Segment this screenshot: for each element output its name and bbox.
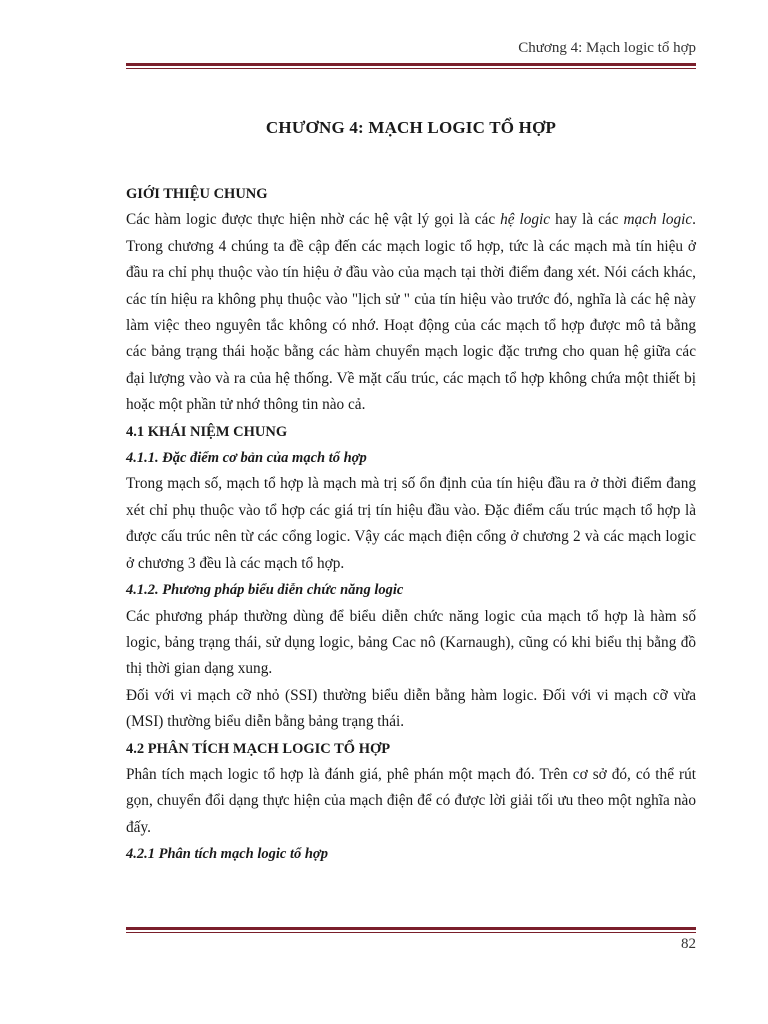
- page-body: [126, 181, 696, 868]
- section-4-2-1-heading: 4.2.1 Phân tích mạch logic tổ hợp: [126, 846, 328, 863]
- chapter-title: CHƯƠNG 4: MẠCH LOGIC TỔ HỢP: [265, 118, 557, 137]
- intro-paragraph: Các hàm logic được thực hiện nhờ các hệ vật lý gọi là các hệ logic hay là các mạch logic. Trong chương 4 chúng ta đề cập đến các mạch logic tổ hợp, tức là các mạch mà tín hiệu ở đầu ra chỉ phụ thuộc vào tín hiệu ở đầu vào của mạch tại thời điểm đang xét. Nói cách khác, các tín hiệu ra không phụ thuộc vào "lịch sử " của tín hiệu vào trước đó, nghĩa là các hệ này làm việc theo nguyên tắc không có nhớ. Hoạt động của các mạch tổ hợp được mô tả bằng các bảng trạng thái hoặc bằng các hàm chuyển mạch logic đặc trưng cho quan hệ giữa các đại lượng vào và ra của hệ thống. Về mặt cấu trúc, các mạch tổ hợp không chứa một thiết bị hoặc một phần tử nhớ thông tin nào cả.: [126, 211, 696, 414]
- header-rule: [126, 63, 696, 69]
- section-4-1-1-text: Trong mạch số, mạch tổ hợp là mạch mà trị số ổn định của tín hiệu đầu ra ở thời điểm đang xét chỉ phụ thuộc vào tổ hợp các giá trị tín hiệu đầu vào. Đặc điểm cấu trúc mạch tổ hợp là được cấu trúc nên từ các cổng logic. Vậy các mạch điện cổng ở chương 2 và các mạch logic ở chương 3 đều là các mạch tổ hợp.: [126, 475, 696, 572]
- intro-heading: GIỚI THIỆU CHUNG: [126, 186, 268, 202]
- section-4-2-heading: 4.2 PHÂN TÍCH MẠCH LOGIC TỔ HỢP: [126, 740, 391, 757]
- section-4-1-1-heading: 4.1.1. Đặc điểm cơ bản của mạch tổ hợp: [126, 450, 367, 467]
- section-4-1-2-text-1: Các phương pháp thường dùng để biểu diễn chức năng logic của mạch tổ hợp là hàm số logic, bảng trạng thái, sử dụng logic, bảng Cac nô (Karnaugh), cũng có khi biểu thị bằng đồ thị thời gian dạng xung.: [126, 607, 696, 678]
- term-mach-logic: mạch logic: [623, 211, 693, 229]
- section-4-2-text: Phân tích mạch logic tổ hợp là đánh giá, phê phán một mạch đó. Trên cơ sở đó, có thể rút gọn, chuyển đổi dạng thực hiện của mạch điện để có được lời giải tối ưu theo một nghĩa nào đấy.: [126, 765, 696, 836]
- footer-rule: [126, 927, 696, 933]
- section-4-1-2-heading: 4.1.2. Phương pháp biểu diễn chức năng logic: [126, 582, 404, 599]
- section-4-1-2-text-2: Đối với vi mạch cỡ nhỏ (SSI) thường biểu diễn bằng hàm logic. Đối với vi mạch cỡ vừa (MSI) thường biểu diễn bằng bảng trạng thái.: [126, 686, 696, 731]
- running-header: Chương 4: Mạch logic tổ hợp: [518, 40, 696, 56]
- section-4-1-heading: 4.1 KHÁI NIỆM CHUNG: [126, 423, 288, 440]
- page-number: 82: [681, 936, 696, 952]
- term-he-logic: hệ logic: [500, 211, 551, 229]
